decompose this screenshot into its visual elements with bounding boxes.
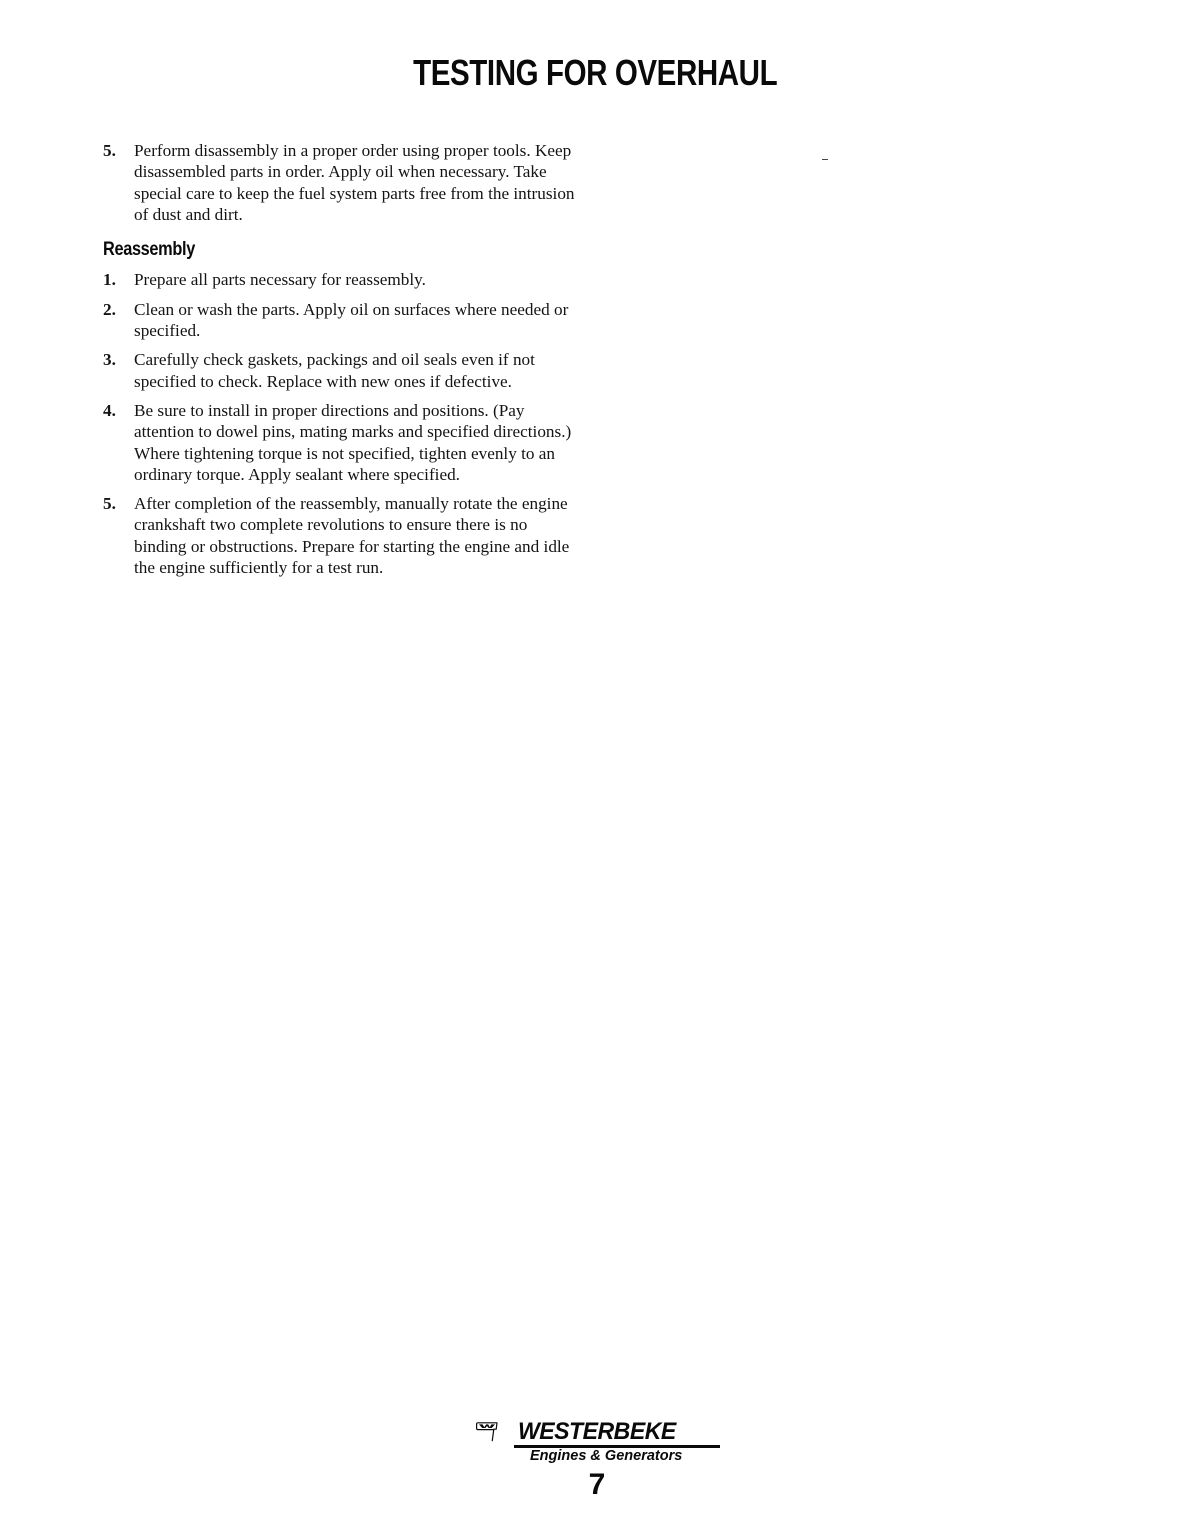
list-item [103,269,583,290]
list-item [103,493,583,578]
list-item [103,349,583,392]
page-title: TESTING FOR OVERHAUL [413,52,778,93]
brand-tagline: Engines & Generators [530,1448,683,1464]
item-text: Prepare all parts necessary for reassembly. [134,270,426,290]
main-content [103,140,583,586]
list-item [103,140,583,225]
list-item [103,400,583,485]
page-number-container [0,1468,1190,1502]
item-number: 1. [103,270,116,290]
item-text: Clean or wash the parts. Apply oil on surfaces where needed or specified. [134,299,569,341]
item-number: 3. [103,350,116,370]
page-number: 7 [588,1468,606,1501]
westerbeke-w-logo-icon [460,1422,514,1442]
item-text: Perform disassembly in a proper order using proper tools. Keep disassembled parts in order. Apply oil when necessary. Take special care to keep the fuel system parts free from the intrusion of dust and dirt. [134,141,575,224]
section-heading-reassembly: Reassembly [103,239,195,261]
item-text: After completion of the reassembly, manually rotate the engine crankshaft two complete revolutions to ensure there is no binding or obstructions. Prepare for starting the engine and idle the engine sufficiently for a test run. [134,494,570,578]
item-number: 4. [103,400,116,420]
brand-name: WESTERBEKE [518,1418,676,1445]
item-number: 5. [103,141,116,160]
item-text: Carefully check gaskets, packings and oil seals even if not specified to check. Replace with new ones if defective. [134,350,535,391]
item-number: 2. [103,299,116,319]
list-item [103,299,583,342]
scan-artifact-mark [822,159,828,160]
footer-brand-logo [458,1418,728,1470]
item-text: Be sure to install in proper directions and positions. (Pay attention to dowel pins, mating marks and specified directions.) Where tightening torque is not specified, tighten evenly to an ordinary torque. Apply sealant where specified. [134,400,572,484]
item-number: 5. [103,494,116,514]
